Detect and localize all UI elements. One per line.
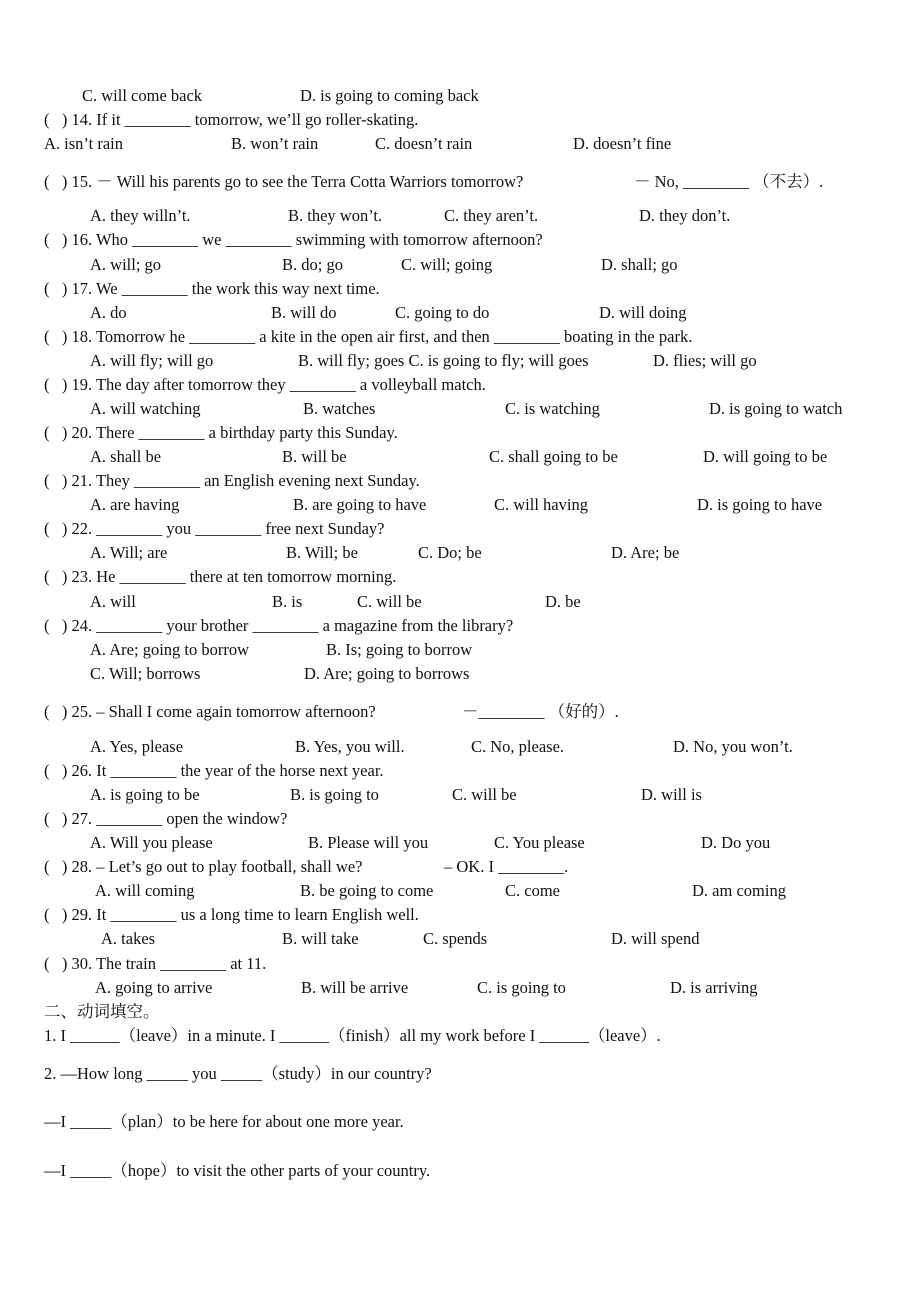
text-line: A. Are; going to borrow <box>90 640 250 659</box>
text-line: A. takes <box>101 929 156 948</box>
text-line: B. will fly; goes C. is going to fly; will goes <box>298 351 589 370</box>
text-line: B. won’t rain <box>231 134 319 153</box>
text-line: B. will be arrive <box>301 978 409 997</box>
text-line: 1. I ______（leave）in a minute. I ______（finish）all my work before I ______（leave）. <box>44 1026 661 1045</box>
text-line: C. is watching <box>505 399 600 418</box>
text-line: A. Will; are <box>90 543 168 562</box>
text-line: B. are going to have <box>293 495 427 514</box>
text-line: A. Yes, please <box>90 737 184 756</box>
text-line: D. is going to have <box>697 495 823 514</box>
text-line: C. going to do <box>395 303 490 322</box>
text-line: 二、动词填空。 <box>44 1002 160 1021</box>
text-line: ( ) 17. We ________ the work this way next time. <box>44 279 380 298</box>
text-line: A. shall be <box>90 447 162 466</box>
text-line: A. do <box>90 303 127 322</box>
text-line: ( ) 24. ________ your brother ________ a magazine from the library? <box>44 616 514 635</box>
text-line: A. will <box>90 592 136 611</box>
text-line: A. is going to be <box>90 785 200 804</box>
text-line: D. will spend <box>611 929 700 948</box>
text-line: —I _____（hope）to visit the other parts of your country. <box>44 1161 431 1180</box>
text-line: D. doesn’t fine <box>573 134 672 153</box>
text-line: B. will do <box>271 303 337 322</box>
text-line: B. is <box>272 592 303 611</box>
text-line: B. Will; be <box>286 543 358 562</box>
text-line: —I _____（plan）to be here for about one more year. <box>44 1112 404 1131</box>
text-line: A. they willn’t. <box>90 206 191 225</box>
text-line: ( ) 14. If it ________ tomorrow, we’ll go roller-skating. <box>44 110 419 129</box>
text-line: C. they aren’t. <box>444 206 539 225</box>
text-line: ( ) 22. ________ you ________ free next Sunday? <box>44 519 385 538</box>
text-line: – OK. I ________. <box>444 857 569 876</box>
text-line: ( ) 19. The day after tomorrow they ________ a volleyball match. <box>44 375 486 394</box>
text-line: A. going to arrive <box>95 978 213 997</box>
text-line: A. will coming <box>95 881 195 900</box>
text-line: ( ) 21. They ________ an English evening next Sunday. <box>44 471 420 490</box>
text-line: C. will be <box>452 785 517 804</box>
text-line: A. Will you please <box>90 833 213 852</box>
text-line: D. Are; going to borrows <box>304 664 470 683</box>
text-line: B. will take <box>282 929 359 948</box>
text-line: －________ （好的）. <box>462 702 619 721</box>
text-line: C. You please <box>494 833 585 852</box>
text-line: D. am coming <box>692 881 786 900</box>
text-line: B. is going to <box>290 785 379 804</box>
text-line: ( ) 29. It ________ us a long time to learn English well. <box>44 905 419 924</box>
text-line: D. they don’t. <box>639 206 731 225</box>
text-line: D. flies; will go <box>653 351 757 370</box>
text-line: D. will is <box>641 785 702 804</box>
text-line: ( ) 15. － Will his parents go to see the Terra Cotta Warriors tomorrow? <box>44 172 524 191</box>
text-line: A. will watching <box>90 399 201 418</box>
text-line: C. is going to <box>477 978 566 997</box>
text-line: D. is going to watch <box>709 399 843 418</box>
text-line: D. is arriving <box>670 978 758 997</box>
text-line: D. will going to be <box>703 447 828 466</box>
text-line: B. be going to come <box>300 881 434 900</box>
text-line: B. they won’t. <box>288 206 383 225</box>
text-line: B. Please will you <box>308 833 429 852</box>
text-line: C. spends <box>423 929 488 948</box>
text-line: B. do; go <box>282 255 343 274</box>
text-line: A. isn’t rain <box>44 134 123 153</box>
text-line: C. Do; be <box>418 543 482 562</box>
text-line: ( ) 18. Tomorrow he ________ a kite in the open air first, and then ________ boating in the park. <box>44 327 693 346</box>
text-line: D. Do you <box>701 833 771 852</box>
text-line: C. will come back <box>82 86 203 105</box>
text-line: ( ) 27. ________ open the window? <box>44 809 288 828</box>
text-line: C. will having <box>494 495 588 514</box>
text-line: A. will fly; will go <box>90 351 214 370</box>
text-line: B. will be <box>282 447 347 466</box>
text-line: 2. —How long _____ you _____（study）in our country? <box>44 1064 432 1083</box>
text-line: C. doesn’t rain <box>375 134 473 153</box>
text-line: D. is going to coming back <box>300 86 479 105</box>
text-line: D. will doing <box>599 303 687 322</box>
text-line: ( ) 26. It ________ the year of the horse next year. <box>44 761 384 780</box>
text-line: D. No, you won’t. <box>673 737 793 756</box>
text-line: D. Are; be <box>611 543 680 562</box>
text-line: B. Is; going to borrow <box>326 640 473 659</box>
text-line: D. shall; go <box>601 255 678 274</box>
text-line: ( ) 16. Who ________ we ________ swimming with tomorrow afternoon? <box>44 230 543 249</box>
text-line: ( ) 20. There ________ a birthday party this Sunday. <box>44 423 398 442</box>
text-line: ( ) 30. The train ________ at 11. <box>44 954 267 973</box>
text-line: C. No, please. <box>471 737 565 756</box>
text-line: B. watches <box>303 399 376 418</box>
text-line: － No, ________ （不去）. <box>634 172 824 191</box>
text-line: D. be <box>545 592 581 611</box>
text-line: ( ) 25. – Shall I come again tomorrow afternoon? <box>44 702 376 721</box>
text-line: B. Yes, you will. <box>295 737 405 756</box>
text-line: ( ) 23. He ________ there at ten tomorrow morning. <box>44 567 397 586</box>
text-line: C. come <box>505 881 560 900</box>
text-line: C. will; going <box>401 255 493 274</box>
text-line: A. are having <box>90 495 180 514</box>
text-line: C. shall going to be <box>489 447 618 466</box>
text-line: A. will; go <box>90 255 162 274</box>
text-line: C. Will; borrows <box>90 664 201 683</box>
text-line: C. will be <box>357 592 422 611</box>
text-line: ( ) 28. – Let’s go out to play football, shall we? <box>44 857 363 876</box>
